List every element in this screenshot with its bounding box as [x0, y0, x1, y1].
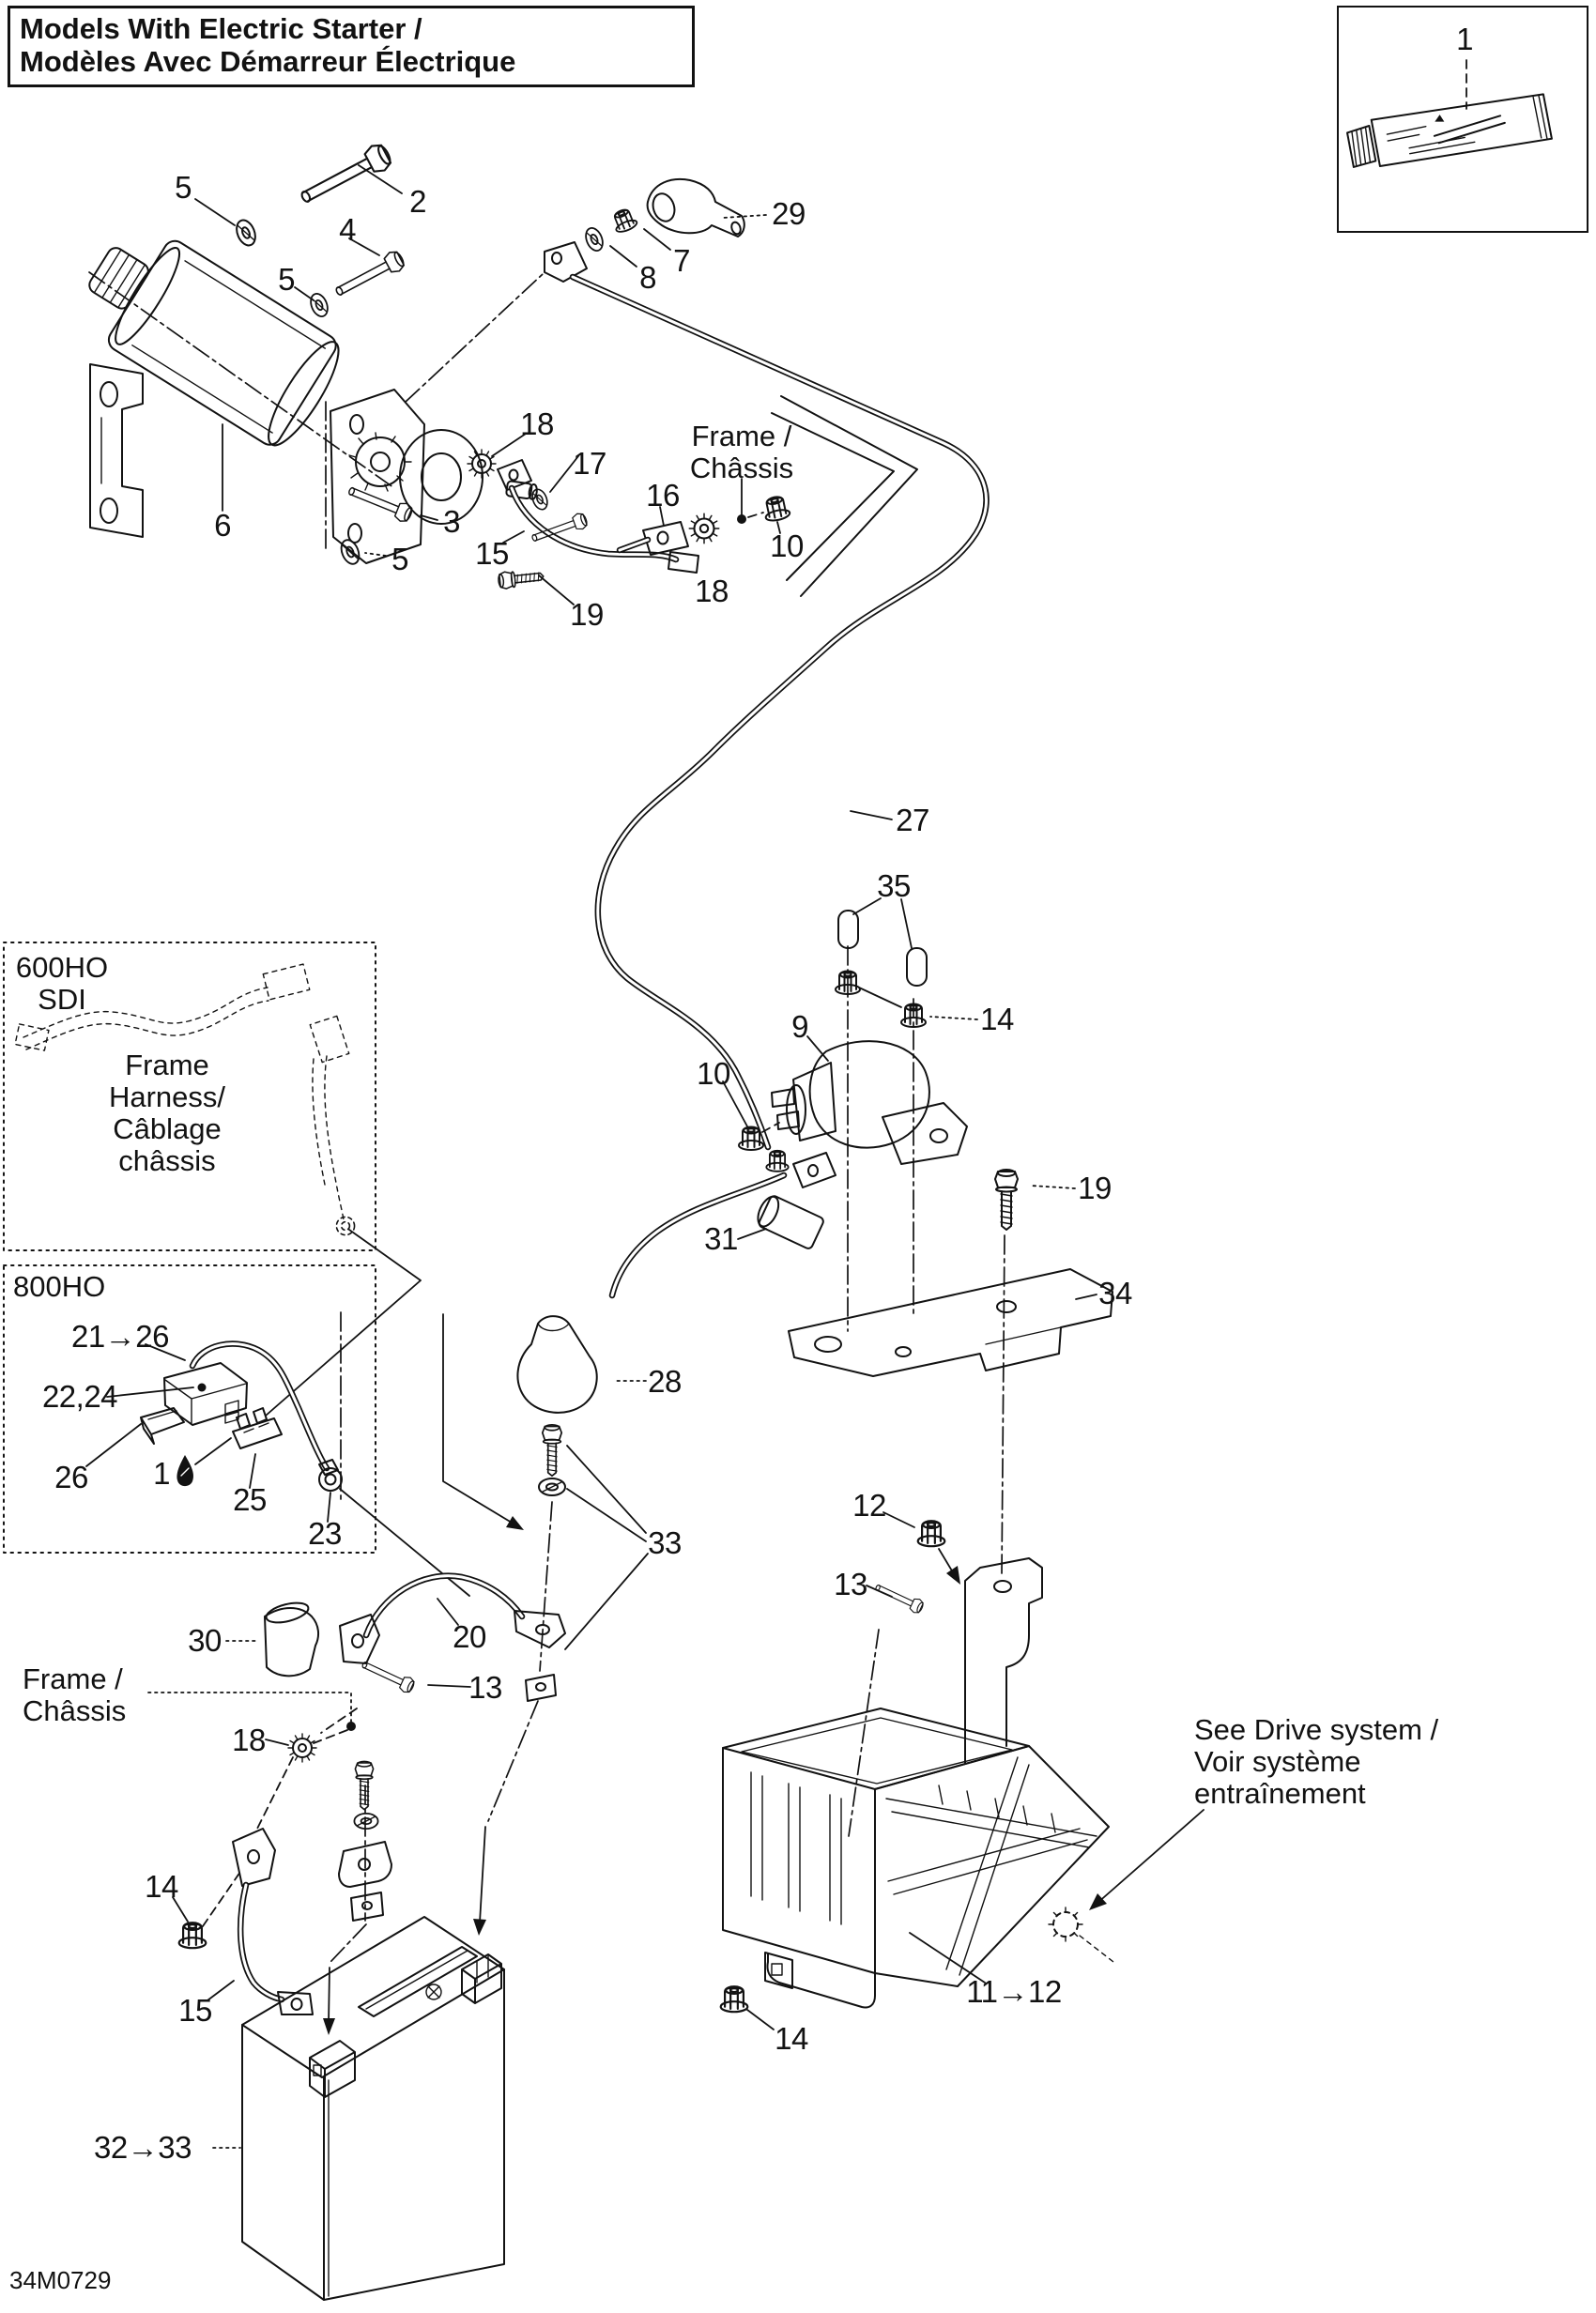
callout-23: 23 — [308, 1516, 342, 1551]
callout-16: 16 — [646, 478, 680, 513]
frame-harness-label — [109, 1049, 225, 1177]
callout-6: 6 — [214, 508, 231, 543]
battery-cable-20 — [265, 1576, 565, 1762]
see-drive-line2: Voir système — [1194, 1745, 1361, 1779]
callout-13a: 13 — [468, 1670, 502, 1705]
callout-20: 20 — [453, 1619, 486, 1654]
solenoid-bracket-34 — [789, 1269, 1113, 1376]
callout-18c: 18 — [232, 1723, 266, 1757]
callout-18a: 18 — [520, 406, 554, 441]
callout-34: 34 — [1098, 1276, 1132, 1310]
title-line-en: Models With Electric Starter / — [20, 12, 422, 45]
callout-9: 9 — [791, 1009, 808, 1044]
callout-12: 12 — [852, 1488, 886, 1523]
callout-14a: 14 — [980, 1002, 1014, 1036]
drawing-code: 34M0729 — [9, 2266, 112, 2294]
harness-line2: Harness/ — [108, 1080, 226, 1114]
see-drive-system-pointer — [1047, 1810, 1204, 1962]
callout-31: 31 — [704, 1221, 738, 1256]
callout-1-box: 1 — [1456, 22, 1473, 56]
callout-27: 27 — [896, 803, 929, 837]
battery-box-drawing — [721, 1521, 1109, 2012]
bolt-set-33-upper — [526, 1425, 565, 1701]
callout-4: 4 — [339, 212, 356, 247]
callout-21-26: 21→26 — [71, 1319, 169, 1354]
battery-drawing — [242, 1917, 504, 2300]
callout-2: 2 — [409, 184, 426, 219]
callout-10b: 10 — [697, 1056, 730, 1091]
harness-line3: Câblage — [113, 1112, 222, 1146]
see-drive-line3: entraînement — [1194, 1777, 1366, 1811]
callout-3: 3 — [443, 504, 460, 539]
callout-7: 7 — [673, 243, 690, 278]
callout-32-33: 32→33 — [94, 2130, 192, 2165]
label-600ho-sdi — [16, 952, 108, 1016]
callout-22-24: 22,24 — [41, 1379, 118, 1414]
callout-30: 30 — [188, 1623, 222, 1658]
frame-chassis-top-line1: Frame / — [691, 420, 792, 452]
callout-35: 35 — [877, 868, 911, 903]
frame-chassis-top-line2: Châssis — [689, 452, 794, 485]
callout-8: 8 — [639, 260, 656, 295]
callout-15b: 15 — [178, 1993, 212, 2028]
callout-26: 26 — [54, 1460, 88, 1494]
callout-25: 25 — [233, 1482, 267, 1517]
diagram-title — [8, 6, 695, 87]
callout-28: 28 — [648, 1364, 682, 1399]
solenoid-assembly — [612, 911, 1018, 1295]
callout-13b: 13 — [834, 1567, 867, 1601]
terminal-boot-28 — [517, 1316, 596, 1413]
frame-chassis-label-top — [690, 421, 793, 484]
starter-motor-drawing — [67, 213, 538, 563]
label-600ho: 600HO — [15, 951, 109, 984]
battery-install-arrows — [323, 1827, 486, 2035]
callout-15a: 15 — [475, 536, 509, 571]
callout-17: 17 — [573, 446, 606, 481]
frame-chassis-label-bottom — [23, 1663, 126, 1727]
label-sdi: SDI — [38, 983, 86, 1017]
callout-10a: 10 — [770, 528, 804, 563]
callout-5b: 5 — [278, 262, 295, 297]
starter-bolts-washers — [233, 141, 414, 566]
harness-line4: châssis — [118, 1144, 216, 1178]
title-line-fr: Modèles Avec Démarreur Électrique — [20, 44, 516, 78]
frame-chassis-bottom-line1: Frame / — [23, 1662, 123, 1695]
callout-5a: 5 — [175, 170, 192, 205]
grease-drop-icon — [176, 1455, 193, 1486]
callout-11-12: 11→12 — [966, 1974, 1062, 2009]
callout-19b: 19 — [1078, 1171, 1112, 1205]
callout-5c: 5 — [391, 542, 408, 576]
callout-18b: 18 — [695, 574, 729, 608]
frame-chassis-bottom-line2: Châssis — [23, 1694, 127, 1728]
callout-14b: 14 — [145, 1869, 178, 1904]
callout-33a: 33 — [648, 1525, 682, 1560]
battery-to-starter-cable-27 — [573, 277, 987, 1147]
panel-edge-arrow — [443, 1314, 524, 1530]
harness-line1: Frame — [125, 1049, 209, 1081]
callout-14c: 14 — [775, 2021, 808, 2056]
see-drive-line1: See Drive system / — [1194, 1713, 1439, 1746]
callout-1-fuse: 1 — [153, 1456, 170, 1491]
callout-29: 29 — [772, 196, 806, 231]
callout-19a: 19 — [570, 597, 604, 632]
label-800ho: 800HO — [13, 1270, 106, 1303]
see-drive-system-label — [1194, 1714, 1438, 1810]
